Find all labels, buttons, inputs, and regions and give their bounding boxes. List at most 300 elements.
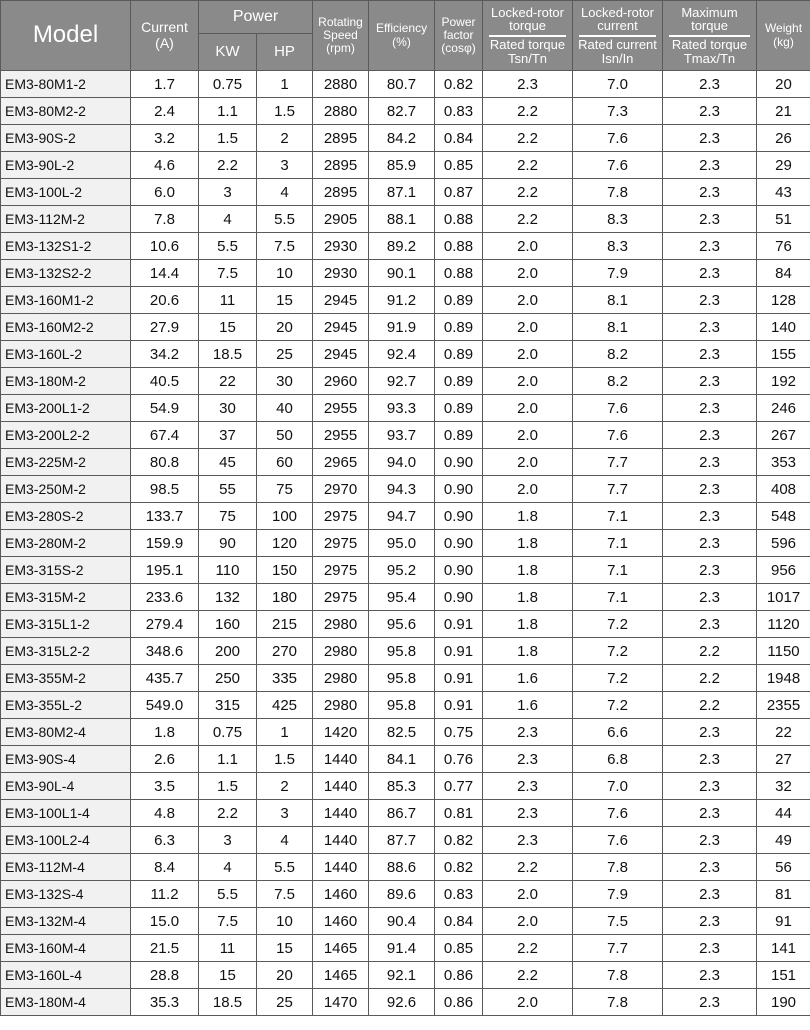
- cell-model: EM3-315L2-2: [1, 638, 131, 665]
- cell-efficiency: 92.4: [369, 341, 435, 368]
- cell-rotating-speed: 2945: [313, 341, 369, 368]
- cell-model: EM3-100L2-4: [1, 827, 131, 854]
- cell-rotating-speed: 2945: [313, 314, 369, 341]
- cell-max-torque-ratio: 2.3: [663, 800, 757, 827]
- cell-model: EM3-160L-4: [1, 962, 131, 989]
- cell-locked-rotor-current-ratio: 8.3: [573, 206, 663, 233]
- cell-current: 67.4: [131, 422, 199, 449]
- cell-current: 27.9: [131, 314, 199, 341]
- cell-max-torque-ratio: 2.3: [663, 719, 757, 746]
- cell-locked-rotor-torque-ratio: 1.6: [483, 692, 573, 719]
- cell-power-kw: 4: [199, 206, 257, 233]
- cell-max-torque-ratio: 2.2: [663, 638, 757, 665]
- cell-rotating-speed: 2980: [313, 692, 369, 719]
- cell-model: EM3-132M-4: [1, 908, 131, 935]
- cell-rotating-speed: 2895: [313, 125, 369, 152]
- cell-efficiency: 95.8: [369, 665, 435, 692]
- header-rotating-speed: Rotating Speed (rpm): [313, 1, 369, 71]
- cell-locked-rotor-torque-ratio: 2.3: [483, 800, 573, 827]
- cell-efficiency: 84.1: [369, 746, 435, 773]
- cell-max-torque-ratio: 2.3: [663, 179, 757, 206]
- cell-rotating-speed: 1465: [313, 935, 369, 962]
- cell-locked-rotor-torque-ratio: 1.6: [483, 665, 573, 692]
- cell-locked-rotor-current-ratio: 7.6: [573, 422, 663, 449]
- cell-current: 6.3: [131, 827, 199, 854]
- cell-power-kw: 250: [199, 665, 257, 692]
- cell-model: EM3-250M-2: [1, 476, 131, 503]
- table-row: [1, 800, 810, 827]
- cell-weight: 32: [757, 773, 810, 800]
- cell-efficiency: 93.3: [369, 395, 435, 422]
- cell-weight: 44: [757, 800, 810, 827]
- cell-model: EM3-315M-2: [1, 584, 131, 611]
- cell-efficiency: 95.2: [369, 557, 435, 584]
- cell-efficiency: 93.7: [369, 422, 435, 449]
- cell-model: EM3-132S1-2: [1, 233, 131, 260]
- cell-current: 159.9: [131, 530, 199, 557]
- cell-current: 11.2: [131, 881, 199, 908]
- cell-max-torque-ratio: 2.3: [663, 908, 757, 935]
- cell-locked-rotor-current-ratio: 7.7: [573, 449, 663, 476]
- cell-rotating-speed: 2895: [313, 179, 369, 206]
- cell-locked-rotor-current-ratio: 7.2: [573, 638, 663, 665]
- cell-efficiency: 95.8: [369, 692, 435, 719]
- cell-weight: 84: [757, 260, 810, 287]
- cell-power-factor: 0.86: [435, 989, 483, 1016]
- cell-max-torque-ratio: 2.3: [663, 206, 757, 233]
- cell-efficiency: 94.3: [369, 476, 435, 503]
- cell-model: EM3-100L1-4: [1, 800, 131, 827]
- table-row: [1, 908, 810, 935]
- cell-locked-rotor-torque-ratio: 2.2: [483, 935, 573, 962]
- cell-power-factor: 0.87: [435, 179, 483, 206]
- cell-current: 3.5: [131, 773, 199, 800]
- cell-locked-rotor-torque-ratio: 2.0: [483, 449, 573, 476]
- cell-model: EM3-80M2-2: [1, 98, 131, 125]
- cell-max-torque-ratio: 2.3: [663, 260, 757, 287]
- cell-locked-rotor-torque-ratio: 2.0: [483, 476, 573, 503]
- cell-current: 28.8: [131, 962, 199, 989]
- cell-power-factor: 0.89: [435, 341, 483, 368]
- cell-current: 14.4: [131, 260, 199, 287]
- cell-rotating-speed: 1440: [313, 773, 369, 800]
- cell-efficiency: 92.1: [369, 962, 435, 989]
- table-row: [1, 989, 810, 1016]
- table-row: [1, 746, 810, 773]
- cell-model: EM3-90L-4: [1, 773, 131, 800]
- cell-locked-rotor-torque-ratio: 2.2: [483, 179, 573, 206]
- cell-power-factor: 0.88: [435, 206, 483, 233]
- cell-current: 4.8: [131, 800, 199, 827]
- table-row: [1, 935, 810, 962]
- cell-power-kw: 160: [199, 611, 257, 638]
- cell-weight: 140: [757, 314, 810, 341]
- cell-rotating-speed: 1465: [313, 962, 369, 989]
- table-row: [1, 692, 810, 719]
- table-row: [1, 368, 810, 395]
- cell-max-torque-ratio: 2.3: [663, 935, 757, 962]
- cell-locked-rotor-torque-ratio: 1.8: [483, 584, 573, 611]
- cell-power-factor: 0.90: [435, 530, 483, 557]
- cell-power-kw: 132: [199, 584, 257, 611]
- table-body: [1, 71, 810, 1016]
- cell-power-kw: 5.5: [199, 233, 257, 260]
- cell-efficiency: 92.6: [369, 989, 435, 1016]
- cell-weight: 76: [757, 233, 810, 260]
- cell-model: EM3-80M2-4: [1, 719, 131, 746]
- cell-weight: 43: [757, 179, 810, 206]
- cell-max-torque-ratio: 2.3: [663, 503, 757, 530]
- cell-weight: 20: [757, 71, 810, 98]
- cell-power-hp: 180: [257, 584, 313, 611]
- table-row: [1, 71, 810, 98]
- cell-weight: 141: [757, 935, 810, 962]
- cell-efficiency: 86.7: [369, 800, 435, 827]
- cell-efficiency: 82.5: [369, 719, 435, 746]
- cell-power-kw: 315: [199, 692, 257, 719]
- cell-locked-rotor-current-ratio: 8.1: [573, 314, 663, 341]
- cell-current: 233.6: [131, 584, 199, 611]
- cell-max-torque-ratio: 2.3: [663, 341, 757, 368]
- cell-power-hp: 25: [257, 341, 313, 368]
- table-row: [1, 530, 810, 557]
- cell-power-kw: 0.75: [199, 71, 257, 98]
- cell-power-kw: 55: [199, 476, 257, 503]
- cell-power-factor: 0.85: [435, 152, 483, 179]
- table-row: [1, 773, 810, 800]
- cell-locked-rotor-current-ratio: 8.3: [573, 233, 663, 260]
- cell-weight: 956: [757, 557, 810, 584]
- header-kw: KW: [199, 34, 257, 71]
- cell-weight: 548: [757, 503, 810, 530]
- cell-power-factor: 0.89: [435, 287, 483, 314]
- cell-rotating-speed: 2895: [313, 152, 369, 179]
- table-row: [1, 665, 810, 692]
- cell-model: EM3-315L1-2: [1, 611, 131, 638]
- cell-locked-rotor-current-ratio: 7.2: [573, 611, 663, 638]
- cell-locked-rotor-torque-ratio: 2.2: [483, 98, 573, 125]
- cell-locked-rotor-current-ratio: 7.5: [573, 908, 663, 935]
- cell-efficiency: 80.7: [369, 71, 435, 98]
- cell-locked-rotor-torque-ratio: 2.0: [483, 989, 573, 1016]
- cell-power-hp: 1.5: [257, 98, 313, 125]
- cell-locked-rotor-current-ratio: 8.2: [573, 368, 663, 395]
- cell-power-kw: 75: [199, 503, 257, 530]
- cell-model: EM3-90S-2: [1, 125, 131, 152]
- cell-power-hp: 100: [257, 503, 313, 530]
- cell-max-torque-ratio: 2.3: [663, 773, 757, 800]
- table-row: [1, 962, 810, 989]
- cell-model: EM3-160M1-2: [1, 287, 131, 314]
- cell-power-hp: 2: [257, 125, 313, 152]
- cell-model: EM3-225M-2: [1, 449, 131, 476]
- cell-current: 1.7: [131, 71, 199, 98]
- cell-power-hp: 40: [257, 395, 313, 422]
- cell-current: 21.5: [131, 935, 199, 962]
- cell-power-kw: 4: [199, 854, 257, 881]
- cell-weight: 151: [757, 962, 810, 989]
- cell-locked-rotor-current-ratio: 7.6: [573, 800, 663, 827]
- cell-current: 34.2: [131, 341, 199, 368]
- cell-rotating-speed: 1440: [313, 854, 369, 881]
- cell-efficiency: 92.7: [369, 368, 435, 395]
- cell-max-torque-ratio: 2.3: [663, 287, 757, 314]
- cell-rotating-speed: 2930: [313, 233, 369, 260]
- cell-power-hp: 3: [257, 800, 313, 827]
- cell-current: 133.7: [131, 503, 199, 530]
- cell-power-factor: 0.85: [435, 935, 483, 962]
- cell-efficiency: 88.1: [369, 206, 435, 233]
- cell-power-hp: 4: [257, 827, 313, 854]
- cell-model: EM3-132S2-2: [1, 260, 131, 287]
- cell-rotating-speed: 2975: [313, 584, 369, 611]
- cell-current: 80.8: [131, 449, 199, 476]
- header-current: Current (A): [131, 1, 199, 71]
- cell-power-factor: 0.88: [435, 260, 483, 287]
- cell-current: 6.0: [131, 179, 199, 206]
- cell-locked-rotor-torque-ratio: 2.3: [483, 71, 573, 98]
- cell-locked-rotor-current-ratio: 7.8: [573, 854, 663, 881]
- cell-locked-rotor-torque-ratio: 2.3: [483, 827, 573, 854]
- cell-power-factor: 0.89: [435, 422, 483, 449]
- cell-max-torque-ratio: 2.3: [663, 557, 757, 584]
- header-weight: Weight (kg): [757, 1, 810, 71]
- cell-power-hp: 1.5: [257, 746, 313, 773]
- cell-weight: 56: [757, 854, 810, 881]
- cell-power-kw: 22: [199, 368, 257, 395]
- cell-max-torque-ratio: 2.3: [663, 611, 757, 638]
- cell-efficiency: 95.4: [369, 584, 435, 611]
- table-row: [1, 476, 810, 503]
- cell-locked-rotor-torque-ratio: 2.0: [483, 908, 573, 935]
- cell-max-torque-ratio: 2.3: [663, 746, 757, 773]
- cell-rotating-speed: 2975: [313, 503, 369, 530]
- cell-locked-rotor-torque-ratio: 2.0: [483, 287, 573, 314]
- cell-locked-rotor-current-ratio: 7.3: [573, 98, 663, 125]
- table-row: [1, 611, 810, 638]
- cell-power-hp: 425: [257, 692, 313, 719]
- table-row: [1, 206, 810, 233]
- cell-locked-rotor-current-ratio: 7.7: [573, 476, 663, 503]
- cell-locked-rotor-torque-ratio: 2.2: [483, 125, 573, 152]
- cell-model: EM3-112M-2: [1, 206, 131, 233]
- cell-current: 98.5: [131, 476, 199, 503]
- cell-model: EM3-100L-2: [1, 179, 131, 206]
- cell-weight: 267: [757, 422, 810, 449]
- cell-power-kw: 37: [199, 422, 257, 449]
- header-locked-rotor-current: Locked-rotor current Rated current Isn/In: [573, 1, 663, 71]
- cell-weight: 155: [757, 341, 810, 368]
- cell-locked-rotor-torque-ratio: 1.8: [483, 611, 573, 638]
- cell-power-factor: 0.82: [435, 71, 483, 98]
- cell-current: 20.6: [131, 287, 199, 314]
- cell-power-hp: 25: [257, 989, 313, 1016]
- cell-rotating-speed: 1440: [313, 746, 369, 773]
- cell-locked-rotor-current-ratio: 6.6: [573, 719, 663, 746]
- cell-power-hp: 150: [257, 557, 313, 584]
- cell-rotating-speed: 1460: [313, 908, 369, 935]
- cell-locked-rotor-torque-ratio: 2.2: [483, 206, 573, 233]
- cell-max-torque-ratio: 2.3: [663, 422, 757, 449]
- cell-model: EM3-280S-2: [1, 503, 131, 530]
- cell-max-torque-ratio: 2.3: [663, 530, 757, 557]
- cell-weight: 21: [757, 98, 810, 125]
- cell-weight: 596: [757, 530, 810, 557]
- cell-power-hp: 1: [257, 71, 313, 98]
- cell-power-factor: 0.82: [435, 854, 483, 881]
- cell-rotating-speed: 1470: [313, 989, 369, 1016]
- cell-power-kw: 3: [199, 827, 257, 854]
- table-row: [1, 584, 810, 611]
- cell-power-factor: 0.91: [435, 692, 483, 719]
- cell-rotating-speed: 2880: [313, 71, 369, 98]
- cell-current: 7.8: [131, 206, 199, 233]
- cell-weight: 81: [757, 881, 810, 908]
- cell-rotating-speed: 2980: [313, 611, 369, 638]
- cell-current: 1.8: [131, 719, 199, 746]
- cell-power-hp: 5.5: [257, 206, 313, 233]
- cell-power-hp: 7.5: [257, 233, 313, 260]
- cell-power-factor: 0.89: [435, 395, 483, 422]
- cell-power-factor: 0.90: [435, 584, 483, 611]
- cell-power-hp: 60: [257, 449, 313, 476]
- cell-power-kw: 5.5: [199, 881, 257, 908]
- cell-locked-rotor-torque-ratio: 2.0: [483, 314, 573, 341]
- cell-locked-rotor-current-ratio: 7.8: [573, 179, 663, 206]
- cell-power-factor: 0.83: [435, 98, 483, 125]
- cell-weight: 190: [757, 989, 810, 1016]
- cell-locked-rotor-current-ratio: 7.6: [573, 395, 663, 422]
- cell-locked-rotor-current-ratio: 7.0: [573, 71, 663, 98]
- cell-locked-rotor-current-ratio: 7.6: [573, 827, 663, 854]
- cell-power-factor: 0.76: [435, 746, 483, 773]
- cell-model: EM3-180M-4: [1, 989, 131, 1016]
- cell-current: 40.5: [131, 368, 199, 395]
- cell-power-kw: 90: [199, 530, 257, 557]
- cell-locked-rotor-torque-ratio: 1.8: [483, 503, 573, 530]
- cell-power-factor: 0.83: [435, 881, 483, 908]
- cell-model: EM3-160M-4: [1, 935, 131, 962]
- table-row: [1, 503, 810, 530]
- cell-weight: 1120: [757, 611, 810, 638]
- cell-weight: 192: [757, 368, 810, 395]
- header-power-factor: Power factor (cosφ): [435, 1, 483, 71]
- table-row: [1, 557, 810, 584]
- cell-model: EM3-160M2-2: [1, 314, 131, 341]
- table-row: [1, 260, 810, 287]
- cell-current: 279.4: [131, 611, 199, 638]
- cell-power-factor: 0.91: [435, 665, 483, 692]
- cell-locked-rotor-torque-ratio: 2.3: [483, 719, 573, 746]
- cell-max-torque-ratio: 2.3: [663, 71, 757, 98]
- cell-model: EM3-280M-2: [1, 530, 131, 557]
- cell-current: 54.9: [131, 395, 199, 422]
- cell-locked-rotor-torque-ratio: 2.0: [483, 395, 573, 422]
- cell-power-hp: 120: [257, 530, 313, 557]
- cell-rotating-speed: 2975: [313, 530, 369, 557]
- cell-power-kw: 110: [199, 557, 257, 584]
- table-row: [1, 638, 810, 665]
- cell-weight: 27: [757, 746, 810, 773]
- table-row: [1, 125, 810, 152]
- cell-max-torque-ratio: 2.2: [663, 692, 757, 719]
- cell-max-torque-ratio: 2.3: [663, 584, 757, 611]
- cell-locked-rotor-torque-ratio: 1.8: [483, 530, 573, 557]
- cell-weight: 91: [757, 908, 810, 935]
- cell-model: EM3-90L-2: [1, 152, 131, 179]
- cell-max-torque-ratio: 2.3: [663, 881, 757, 908]
- table-row: [1, 341, 810, 368]
- cell-power-hp: 4: [257, 179, 313, 206]
- cell-power-kw: 18.5: [199, 989, 257, 1016]
- cell-efficiency: 82.7: [369, 98, 435, 125]
- cell-power-hp: 10: [257, 908, 313, 935]
- table-row: [1, 152, 810, 179]
- cell-current: 35.3: [131, 989, 199, 1016]
- cell-power-hp: 20: [257, 962, 313, 989]
- cell-power-kw: 0.75: [199, 719, 257, 746]
- cell-power-factor: 0.84: [435, 125, 483, 152]
- cell-max-torque-ratio: 2.3: [663, 449, 757, 476]
- cell-locked-rotor-current-ratio: 7.2: [573, 692, 663, 719]
- cell-power-kw: 200: [199, 638, 257, 665]
- cell-power-hp: 30: [257, 368, 313, 395]
- cell-locked-rotor-torque-ratio: 2.0: [483, 422, 573, 449]
- cell-locked-rotor-torque-ratio: 2.3: [483, 746, 573, 773]
- cell-efficiency: 88.6: [369, 854, 435, 881]
- table-row: [1, 827, 810, 854]
- cell-rotating-speed: 2945: [313, 287, 369, 314]
- cell-locked-rotor-current-ratio: 7.6: [573, 152, 663, 179]
- cell-max-torque-ratio: 2.3: [663, 827, 757, 854]
- cell-power-factor: 0.91: [435, 611, 483, 638]
- cell-power-factor: 0.90: [435, 449, 483, 476]
- cell-power-hp: 3: [257, 152, 313, 179]
- cell-model: EM3-160L-2: [1, 341, 131, 368]
- cell-efficiency: 95.6: [369, 611, 435, 638]
- cell-locked-rotor-current-ratio: 7.9: [573, 260, 663, 287]
- cell-power-factor: 0.86: [435, 962, 483, 989]
- cell-model: EM3-200L1-2: [1, 395, 131, 422]
- cell-weight: 51: [757, 206, 810, 233]
- cell-model: EM3-200L2-2: [1, 422, 131, 449]
- cell-efficiency: 89.2: [369, 233, 435, 260]
- cell-locked-rotor-current-ratio: 7.8: [573, 989, 663, 1016]
- cell-current: 15.0: [131, 908, 199, 935]
- cell-locked-rotor-torque-ratio: 2.2: [483, 854, 573, 881]
- cell-locked-rotor-current-ratio: 7.7: [573, 935, 663, 962]
- cell-max-torque-ratio: 2.3: [663, 854, 757, 881]
- cell-efficiency: 85.3: [369, 773, 435, 800]
- header-hp: HP: [257, 34, 313, 71]
- cell-current: 549.0: [131, 692, 199, 719]
- cell-model: EM3-315S-2: [1, 557, 131, 584]
- cell-rotating-speed: 2880: [313, 98, 369, 125]
- cell-current: 2.6: [131, 746, 199, 773]
- cell-power-factor: 0.77: [435, 773, 483, 800]
- cell-weight: 1017: [757, 584, 810, 611]
- cell-efficiency: 84.2: [369, 125, 435, 152]
- header-efficiency: Efficiency (%): [369, 1, 435, 71]
- cell-model: EM3-355M-2: [1, 665, 131, 692]
- cell-current: 2.4: [131, 98, 199, 125]
- cell-power-kw: 3: [199, 179, 257, 206]
- cell-power-kw: 1.5: [199, 773, 257, 800]
- cell-power-kw: 1.1: [199, 746, 257, 773]
- cell-efficiency: 91.2: [369, 287, 435, 314]
- cell-locked-rotor-current-ratio: 8.1: [573, 287, 663, 314]
- cell-weight: 408: [757, 476, 810, 503]
